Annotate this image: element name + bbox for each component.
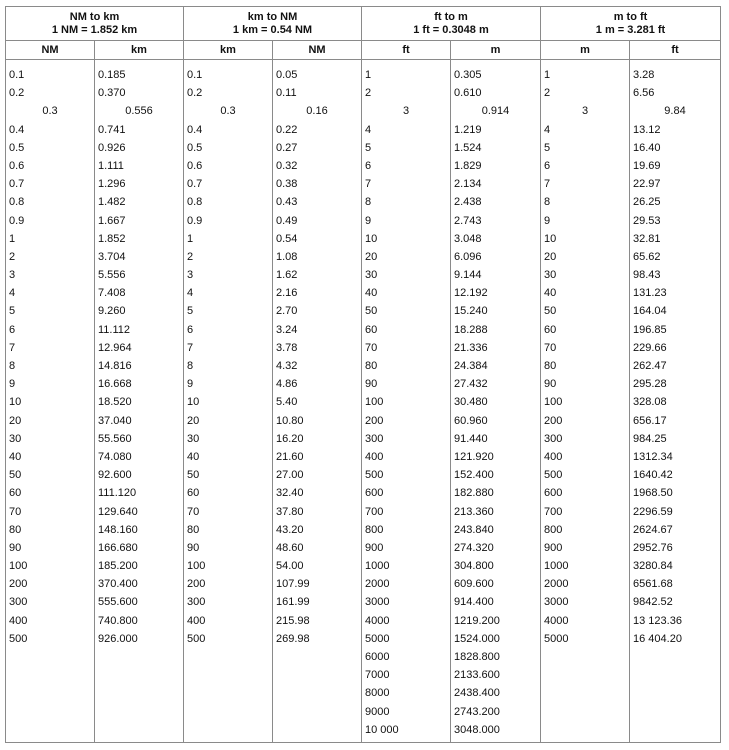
table-cell: 37.040 [98, 414, 132, 427]
table-cell: 2296.59 [633, 505, 673, 518]
table-cell: 914.400 [454, 596, 494, 609]
table-cell: 370.400 [98, 578, 138, 591]
table-cell: 0.926 [98, 141, 126, 154]
table-cell: 1000 [365, 560, 390, 573]
table-cell: 3.78 [276, 341, 298, 354]
table-cell: 900 [544, 541, 563, 554]
table-cell: 111.120 [98, 487, 137, 500]
table-cell: 40 [365, 287, 378, 300]
table-cell: 2 [9, 250, 16, 263]
table-cell: 400 [365, 450, 384, 463]
table-cell: 92.600 [98, 469, 132, 482]
table-cell: 6 [365, 159, 372, 172]
table-cell: 70 [365, 341, 378, 354]
table-cell: 5 [544, 141, 551, 154]
table-cell: 0.49 [276, 214, 298, 227]
table-cell: 0.43 [276, 196, 298, 209]
table-cell: 3.704 [98, 250, 126, 263]
table-cell: 9.144 [454, 269, 482, 282]
table-cell: 3048.000 [454, 723, 500, 736]
table-cell: 8 [365, 196, 372, 209]
table-cell: 2.70 [276, 305, 298, 318]
table-cell: 2743.200 [454, 705, 500, 718]
table-cell: 0.3 [220, 105, 236, 118]
table-cell: 0.741 [98, 123, 126, 136]
table-cell: 9842.52 [633, 596, 673, 609]
table-cell: 0.2 [9, 87, 25, 100]
unit-header: ft [362, 41, 451, 60]
table-cell: 40 [187, 450, 200, 463]
table-cell: 32.81 [633, 232, 661, 245]
table-cell: 9 [365, 214, 372, 227]
table-cell: 80 [187, 523, 200, 536]
table-cell: 1828.800 [454, 651, 500, 663]
unit-header: km [184, 41, 273, 60]
column-km [95, 60, 184, 743]
table-cell: 400 [9, 614, 28, 627]
table-cell: 800 [365, 523, 384, 536]
table-cell: 2624.67 [633, 523, 673, 536]
table-cell: 9.260 [98, 305, 126, 318]
table-cell: 1 [187, 232, 194, 245]
table-cell: 0.4 [9, 123, 25, 136]
group-subtitle: 1 ft = 0.3048 m [413, 23, 489, 36]
table-cell: 6561.68 [633, 578, 673, 591]
table-cell: 10 [544, 232, 557, 245]
table-cell: 20 [9, 414, 22, 427]
table-cell: 200 [365, 414, 384, 427]
table-cell: 0.1 [187, 69, 203, 81]
table-cell: 9 [544, 214, 551, 227]
table-cell: 1.111 [98, 159, 124, 172]
table-cell: 4 [187, 287, 194, 300]
table-cell: 900 [365, 541, 384, 554]
table-cell: 16.20 [276, 432, 304, 445]
column-nm [273, 60, 362, 743]
table-cell: 100 [187, 560, 206, 573]
table-cell: 2000 [544, 578, 569, 591]
table-cell: 2.16 [276, 287, 298, 300]
table-cell: 5000 [365, 632, 390, 645]
column-nm [6, 60, 95, 743]
table-cell: 6 [187, 323, 194, 336]
table-cell: 0.6 [9, 159, 25, 172]
table-cell: 22.97 [633, 178, 661, 191]
table-cell: 700 [365, 505, 384, 518]
table-cell: 9 [187, 378, 194, 391]
table-cell: 7 [9, 341, 16, 354]
table-cell: 27.00 [276, 469, 304, 482]
table-cell: 0.5 [9, 141, 25, 154]
table-cell: 200 [187, 578, 206, 591]
table-cell: 1.852 [98, 232, 126, 245]
table-cell: 5000 [544, 632, 569, 645]
table-cell: 3000 [365, 596, 390, 609]
table-cell: 11.112 [98, 323, 131, 336]
table-cell: 5 [9, 305, 16, 318]
table-cell: 740.800 [98, 614, 138, 627]
table-cell: 13 123.36 [633, 614, 682, 627]
table-cell: 1219.200 [454, 614, 500, 627]
table-cell: 0.8 [187, 196, 203, 209]
table-cell: 600 [365, 487, 384, 500]
table-cell: 243.840 [454, 523, 494, 536]
table-cell: 0.370 [98, 87, 126, 100]
table-cell: 2.438 [454, 196, 482, 209]
table-cell: 1.829 [454, 159, 482, 172]
group-title: km to NM [247, 10, 298, 23]
table-cell: 0.6 [187, 159, 203, 172]
table-cell: 400 [544, 450, 563, 463]
conversion-table [5, 6, 721, 743]
table-cell: 3 [187, 269, 194, 282]
group-title: ft to m [434, 10, 468, 23]
column-m [541, 60, 630, 743]
table-cell: 16.40 [633, 141, 661, 154]
table-cell: 4000 [365, 614, 390, 627]
table-cell: 300 [9, 596, 28, 609]
table-cell: 500 [544, 469, 563, 482]
table-cell: 0.185 [98, 69, 126, 81]
table-cell: 0.7 [9, 178, 25, 191]
table-cell: 13.12 [633, 123, 661, 136]
table-cell: 166.680 [98, 541, 138, 554]
table-cell: 9 [9, 378, 16, 391]
table-cell: 200 [544, 414, 563, 427]
table-cell: 0.914 [481, 105, 510, 118]
table-cell: 129.640 [98, 505, 138, 518]
table-cell: 12.192 [454, 287, 488, 300]
table-cell: 4 [9, 287, 16, 300]
table-cell: 1.219 [454, 123, 482, 136]
table-cell: 14.816 [98, 360, 132, 372]
table-cell: 90 [365, 378, 378, 391]
table-cell: 70 [9, 505, 22, 518]
table-cell: 1 [9, 232, 16, 245]
table-cell: 48.60 [276, 541, 304, 554]
table-cell: 1524.000 [454, 632, 500, 645]
table-cell: 60 [365, 323, 378, 336]
table-cell: 18.288 [454, 323, 488, 336]
table-cell: 1.482 [98, 196, 126, 209]
table-cell: 0.610 [454, 87, 482, 100]
table-cell: 50 [187, 469, 200, 482]
table-cell: 1.667 [98, 214, 126, 227]
table-cell: 5.40 [276, 396, 298, 409]
table-cell: 18.520 [98, 396, 132, 409]
table-cell: 185.200 [98, 560, 138, 573]
table-cell: 26.25 [633, 196, 661, 209]
table-cell: 0.9 [187, 214, 203, 227]
table-cell: 30 [187, 432, 200, 445]
group-title: NM to km [69, 10, 120, 23]
unit-header: NM [6, 41, 95, 60]
table-cell: 0.05 [276, 69, 298, 81]
table-cell: 400 [187, 614, 206, 627]
table-cell: 100 [544, 396, 563, 409]
table-cell: 30 [544, 269, 557, 282]
table-cell: 500 [365, 469, 384, 482]
table-cell: 0.8 [9, 196, 25, 209]
table-cell: 0.3 [42, 105, 58, 118]
table-cell: 60 [544, 323, 557, 336]
table-cell: 70 [187, 505, 200, 518]
table-cell: 8 [9, 360, 16, 372]
table-cell: 229.66 [633, 341, 667, 354]
table-cell: 100 [365, 396, 384, 409]
group-subtitle: 1 km = 0.54 NM [232, 23, 313, 36]
table-cell: 2 [544, 87, 551, 100]
table-cell: 9.84 [664, 105, 686, 118]
table-cell: 60 [9, 487, 22, 500]
column-m [451, 60, 541, 743]
table-cell: 213.360 [454, 505, 494, 518]
table-cell: 50 [544, 305, 557, 318]
table-cell: 1.296 [98, 178, 126, 191]
table-cell: 0.305 [454, 69, 482, 81]
table-cell: 29.53 [633, 214, 661, 227]
table-cell: 300 [544, 432, 563, 445]
unit-header: km [95, 41, 184, 60]
table-cell: 196.85 [633, 323, 667, 336]
table-cell: 7.408 [98, 287, 126, 300]
group-header-ft-to-m [362, 7, 541, 41]
table-cell: 0.5 [187, 141, 203, 154]
table-cell: 40 [544, 287, 557, 300]
table-cell: 274.320 [454, 541, 494, 554]
unit-header: ft [630, 41, 721, 60]
unit-header: m [541, 41, 630, 60]
unit-header: m [451, 41, 541, 60]
table-cell: 9000 [365, 705, 390, 718]
table-cell: 2952.76 [633, 541, 673, 554]
table-cell: 15.240 [454, 305, 488, 318]
unit-header: NM [273, 41, 362, 60]
table-cell: 262.47 [633, 360, 667, 372]
table-cell: 6000 [365, 651, 390, 663]
table-cell: 7 [365, 178, 372, 191]
table-cell: 0.556 [125, 105, 153, 118]
conversion-table-wrapper [5, 6, 720, 742]
table-cell: 3280.84 [633, 560, 673, 573]
table-cell: 1 [544, 69, 551, 81]
table-cell: 4 [365, 123, 372, 136]
column-km [184, 60, 273, 743]
table-cell: 161.99 [276, 596, 310, 609]
table-cell: 50 [365, 305, 378, 318]
table-cell: 91.440 [454, 432, 488, 445]
table-cell: 98.43 [633, 269, 661, 282]
table-cell: 7 [187, 341, 194, 354]
column-ft [630, 60, 721, 743]
table-cell: 30 [9, 432, 22, 445]
table-cell: 3 [9, 269, 16, 282]
table-cell: 12.964 [98, 341, 132, 354]
table-cell: 1.524 [454, 141, 482, 154]
table-cell: 0.11 [276, 87, 297, 100]
table-cell: 3 [581, 105, 589, 118]
group-subtitle: 1 m = 3.281 ft [595, 23, 666, 36]
table-cell: 700 [544, 505, 563, 518]
table-cell: 1640.42 [633, 469, 673, 482]
table-cell: 90 [544, 378, 557, 391]
table-cell: 121.920 [454, 450, 494, 463]
table-cell: 60 [187, 487, 200, 500]
table-cell: 0.54 [276, 232, 298, 245]
table-cell: 7 [544, 178, 551, 191]
group-title: m to ft [613, 10, 648, 23]
table-cell: 54.00 [276, 560, 304, 573]
group-header-km-to-nm [184, 7, 362, 41]
table-cell: 984.25 [633, 432, 667, 445]
table-cell: 2000 [365, 578, 390, 591]
table-cell: 80 [365, 360, 378, 372]
table-cell: 269.98 [276, 632, 310, 645]
table-cell: 43.20 [276, 523, 304, 536]
table-cell: 16 404.20 [633, 632, 682, 645]
table-cell: 304.800 [454, 560, 494, 573]
table-cell: 60.960 [454, 414, 488, 427]
table-cell: 295.28 [633, 378, 667, 391]
table-cell: 20 [544, 250, 557, 263]
table-cell: 80 [544, 360, 557, 372]
table-cell: 100 [9, 560, 28, 573]
table-cell: 10.80 [276, 414, 304, 427]
table-cell: 4 [544, 123, 551, 136]
table-cell: 3.24 [276, 323, 298, 336]
group-header-nm-to-km [6, 7, 184, 41]
table-cell: 24.384 [454, 360, 488, 372]
table-cell: 3 [402, 105, 410, 118]
table-cell: 164.04 [633, 305, 667, 318]
table-cell: 500 [9, 632, 28, 645]
table-cell: 37.80 [276, 505, 304, 518]
table-cell: 0.27 [276, 141, 298, 154]
table-cell: 0.4 [187, 123, 203, 136]
table-cell: 10 [187, 396, 200, 409]
group-header-m-to-ft [541, 7, 721, 41]
table-cell: 2.134 [454, 178, 482, 191]
table-cell: 5 [365, 141, 372, 154]
table-cell: 0.1 [9, 69, 25, 81]
table-cell: 0.7 [187, 178, 203, 191]
table-cell: 90 [9, 541, 22, 554]
table-cell: 0.22 [276, 123, 298, 136]
table-cell: 1.62 [276, 269, 298, 282]
table-cell: 4.32 [276, 360, 298, 372]
table-cell: 2438.400 [454, 687, 500, 700]
table-cell: 4000 [544, 614, 569, 627]
table-cell: 10 000 [365, 723, 399, 736]
table-cell: 215.98 [276, 614, 310, 627]
table-cell: 19.69 [633, 159, 661, 172]
table-cell: 80 [9, 523, 22, 536]
table-cell: 148.160 [98, 523, 138, 536]
table-cell: 328.08 [633, 396, 667, 409]
table-cell: 0.16 [306, 105, 328, 118]
table-cell: 4.86 [276, 378, 298, 391]
table-cell: 8 [187, 360, 194, 372]
table-cell: 3000 [544, 596, 569, 609]
table-cell: 20 [187, 414, 200, 427]
table-cell: 10 [365, 232, 378, 245]
table-cell: 2.743 [454, 214, 482, 227]
table-cell: 1.08 [276, 250, 298, 263]
table-cell: 0.9 [9, 214, 25, 227]
table-cell: 8 [544, 196, 551, 209]
table-cell: 1 [365, 69, 372, 81]
table-cell: 8000 [365, 687, 390, 700]
table-cell: 6.096 [454, 250, 482, 263]
table-cell: 3.28 [633, 69, 655, 81]
table-cell: 131.23 [633, 287, 667, 300]
table-cell: 0.32 [276, 159, 298, 172]
table-cell: 21.60 [276, 450, 304, 463]
table-cell: 2133.600 [454, 669, 500, 682]
table-cell: 30.480 [454, 396, 488, 409]
column-ft [362, 60, 451, 743]
group-subtitle: 1 NM = 1.852 km [51, 23, 138, 36]
table-cell: 1968.50 [633, 487, 673, 500]
table-cell: 6 [9, 323, 16, 336]
table-cell: 0.38 [276, 178, 298, 191]
table-cell: 300 [187, 596, 206, 609]
table-cell: 20 [365, 250, 378, 263]
table-cell: 6 [544, 159, 551, 172]
table-cell: 600 [544, 487, 563, 500]
table-cell: 2 [187, 250, 194, 263]
table-cell: 107.99 [276, 578, 310, 591]
table-cell: 926.000 [98, 632, 138, 645]
table-cell: 1312.34 [633, 450, 673, 463]
table-cell: 74.080 [98, 450, 132, 463]
table-cell: 2 [365, 87, 372, 100]
table-cell: 1000 [544, 560, 569, 573]
table-cell: 32.40 [276, 487, 304, 500]
table-cell: 182.880 [454, 487, 494, 500]
table-cell: 200 [9, 578, 28, 591]
table-cell: 609.600 [454, 578, 494, 591]
table-cell: 3.048 [454, 232, 482, 245]
table-cell: 30 [365, 269, 378, 282]
table-cell: 5 [187, 305, 194, 318]
table-cell: 90 [187, 541, 200, 554]
table-cell: 7000 [365, 669, 390, 682]
table-cell: 5.556 [98, 269, 126, 282]
table-cell: 70 [544, 341, 557, 354]
table-cell: 65.62 [633, 250, 661, 263]
table-cell: 50 [9, 469, 22, 482]
table-cell: 300 [365, 432, 384, 445]
table-cell: 40 [9, 450, 22, 463]
table-cell: 555.600 [98, 596, 138, 609]
table-cell: 0.2 [187, 87, 203, 100]
table-cell: 500 [187, 632, 206, 645]
table-cell: 55.560 [98, 432, 132, 445]
table-cell: 16.668 [98, 378, 132, 391]
table-cell: 152.400 [454, 469, 494, 482]
table-cell: 6.56 [633, 87, 655, 100]
table-cell: 27.432 [454, 378, 488, 391]
table-cell: 21.336 [454, 341, 488, 354]
table-cell: 656.17 [633, 414, 667, 427]
table-cell: 800 [544, 523, 563, 536]
table-cell: 10 [9, 396, 22, 409]
